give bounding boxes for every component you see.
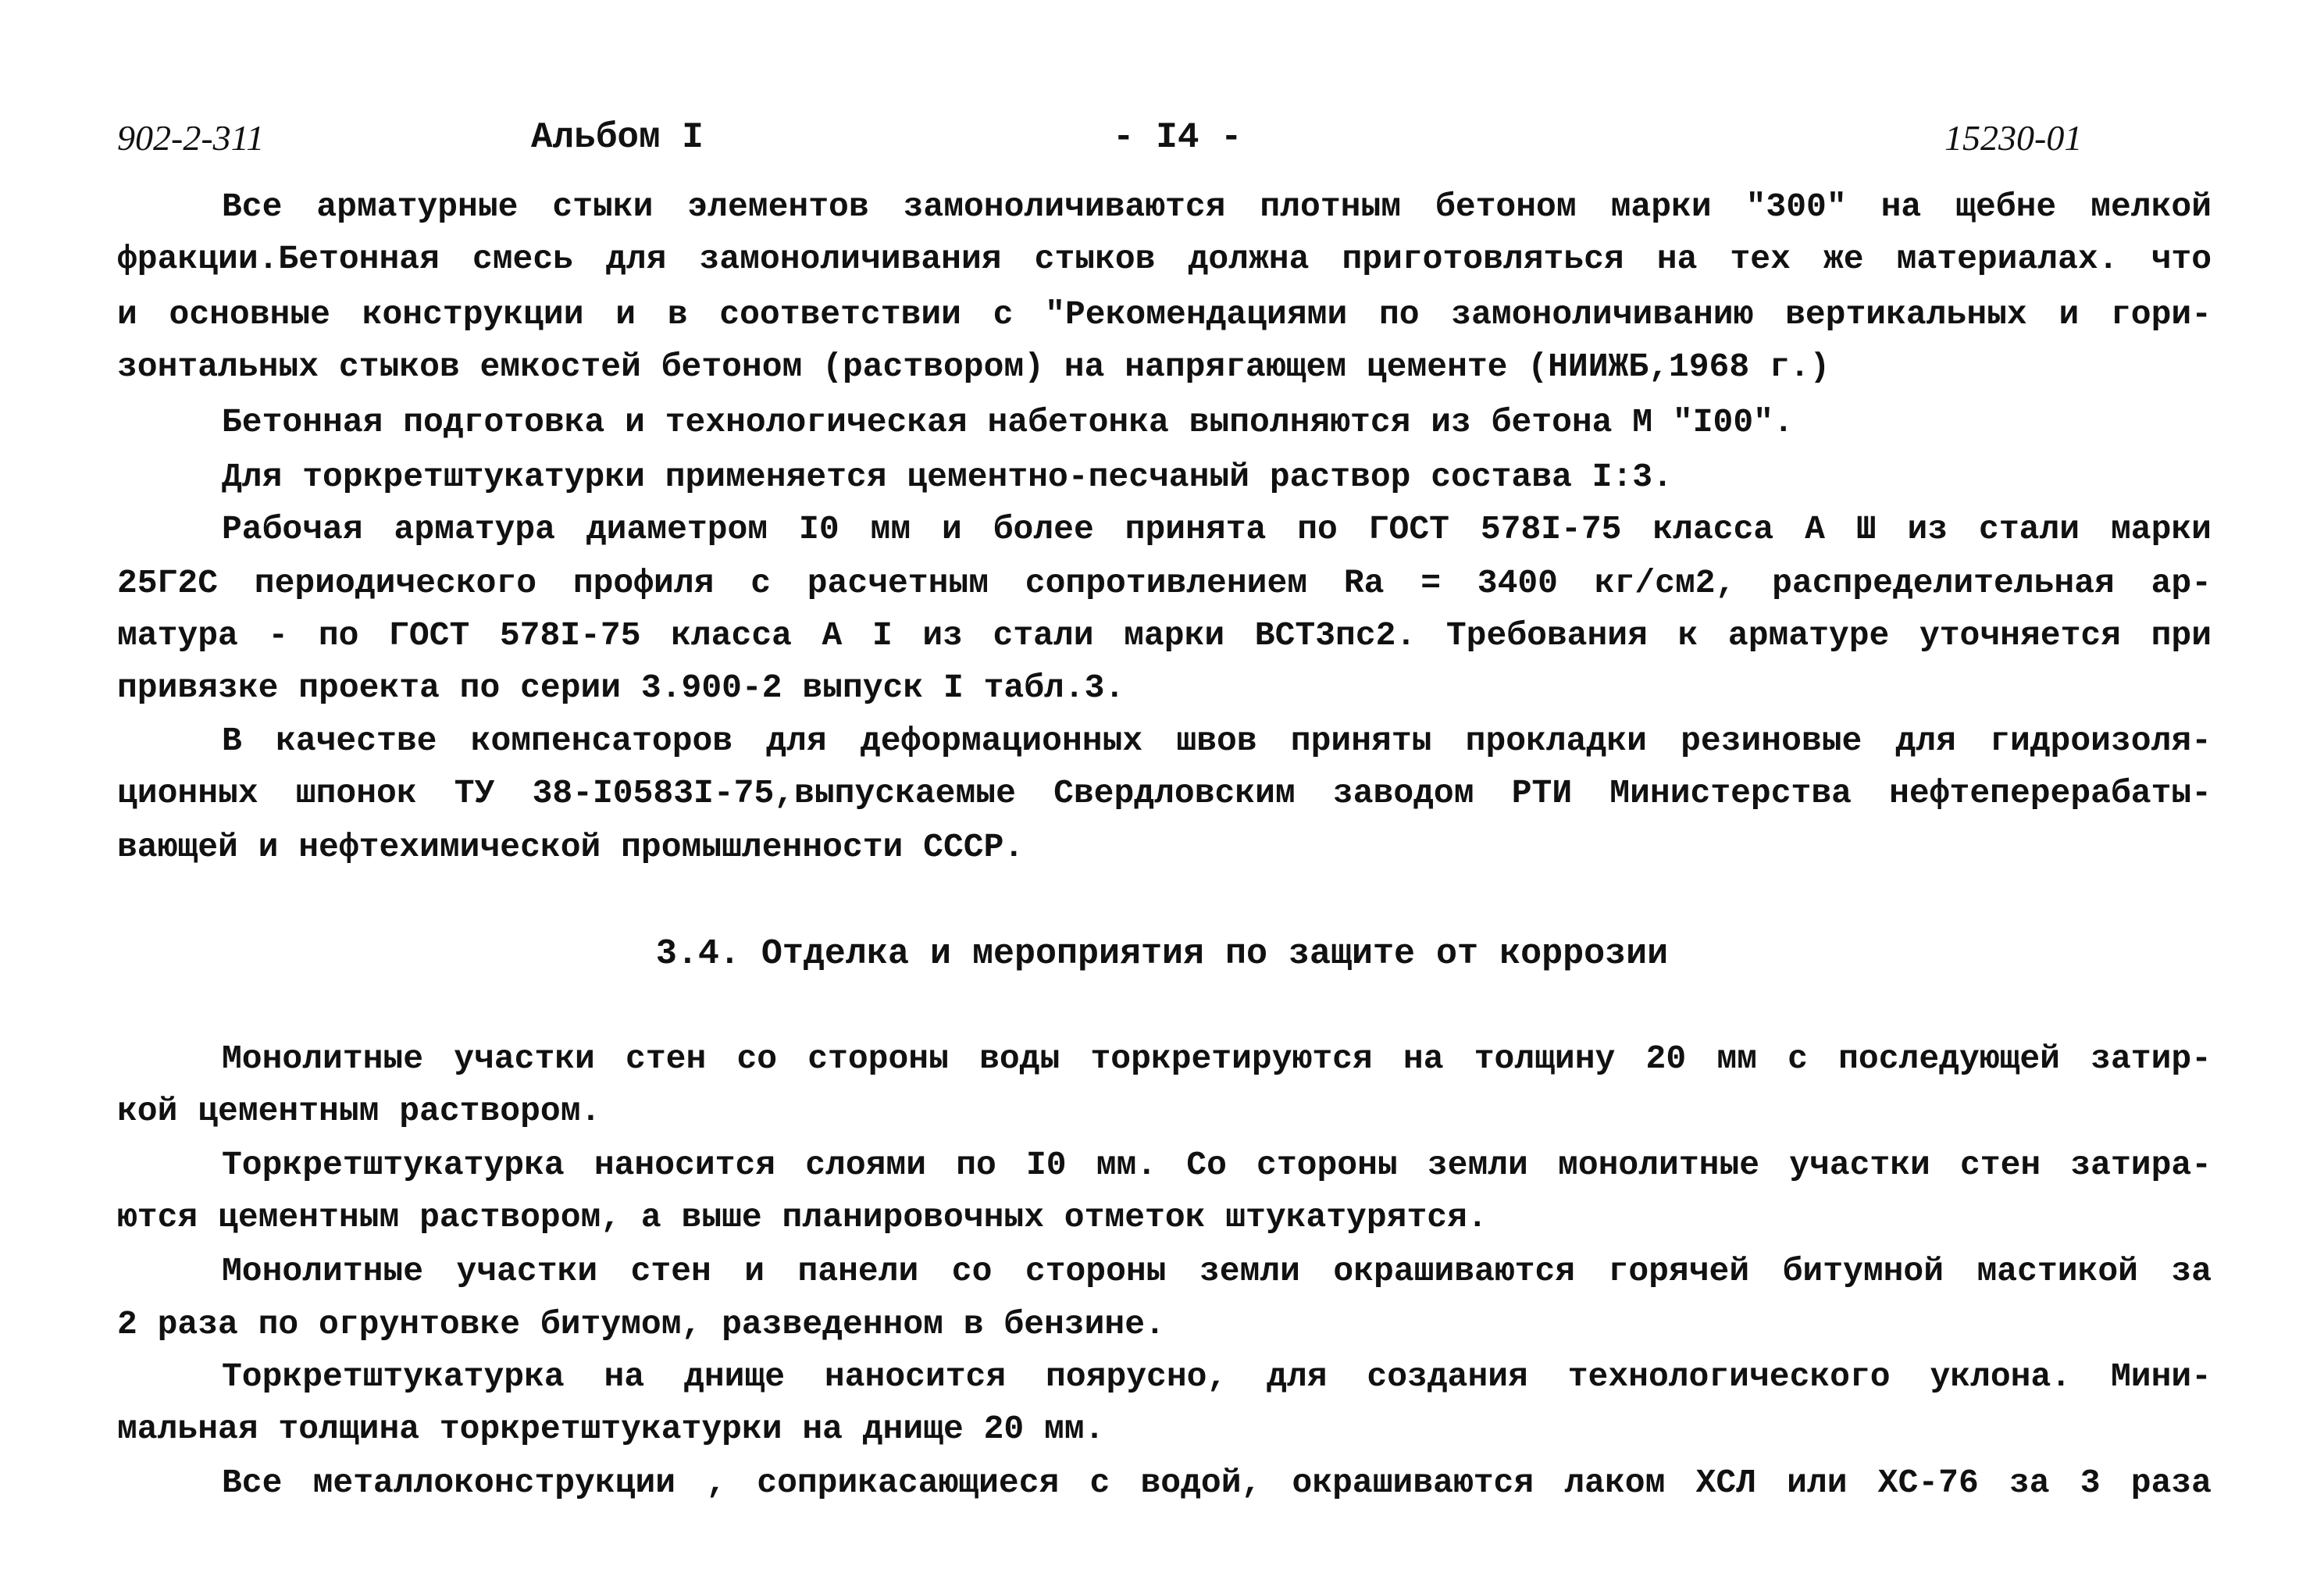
- text-line: и основные конструкции и в соответствии с "Рекомендациями по замоноличиванию вертикальных и гори-: [117, 295, 2212, 333]
- text-line: ются цементным раствором, а выше планировочных отметок штукатурятся.: [117, 1198, 1488, 1236]
- text-line: Все металлоконструкции , соприкасающиеся с водой, окрашиваются лаком ХСЛ или ХС-76 за 3 раза: [222, 1464, 2212, 1502]
- text-line: Рабочая арматура диаметром I0 мм и более принята по ГОСТ 578I-75 класса А Ш из стали марки: [222, 510, 2212, 548]
- text-line: Все арматурные стыки элементов замоноличиваются плотным бетоном марки "300" на щебне мелкой: [222, 187, 2212, 226]
- text-line: кой цементным раствором.: [117, 1092, 601, 1130]
- text-line: Монолитные участки стен со стороны воды торкретируются на толщину 20 мм с последующей затир-: [222, 1040, 2212, 1078]
- page-number: - I4 -: [1113, 117, 1242, 158]
- document-code: 902-2-311: [117, 118, 265, 158]
- text-line: Торкретштукатурка на днище наносится поярусно, для создания технологического уклона. Мини-: [222, 1357, 2212, 1396]
- section-heading: 3.4. Отделка и мероприятия по защите от коррозии: [655, 934, 1669, 974]
- text-line: мальная толщина торкретштукатурки на днище 20 мм.: [117, 1410, 1105, 1448]
- reference-number: 15230-01: [1944, 118, 2083, 158]
- text-line: В качестве компенсаторов для деформационных швов приняты прокладки резиновые для гидроизоля-: [222, 722, 2212, 760]
- text-line: Бетонная подготовка и технологическая набетонка выполняются из бетона М "I00".: [222, 403, 1794, 441]
- text-line: фракции.Бетонная смесь для замоноличивания стыков должна приготовляться на тех же материалах. что: [117, 240, 2212, 278]
- text-line: 2 раза по огрунтовке битумом, разведенном в бензине.: [117, 1305, 1165, 1343]
- text-line: матура - по ГОСТ 578I-75 класса А I из стали марки ВСТ3пс2. Требования к арматуре уточняется при: [117, 616, 2212, 654]
- album-label: Альбом I: [531, 117, 704, 158]
- text-line: вающей и нефтехимической промышленности СССР.: [117, 828, 1025, 866]
- text-line: привязке проекта по серии 3.900-2 выпуск I табл.3.: [117, 669, 1125, 707]
- text-line: Торкретштукатурка наносится слоями по I0 мм. Со стороны земли монолитные участки стен затира-: [222, 1146, 2212, 1184]
- text-line: 25Г2С периодического профиля с расчетным сопротивлением Rа = 3400 кг/см2, распределительная ар-: [117, 564, 2212, 602]
- text-line: Для торкретштукатурки применяется цементно-песчаный раствор состава I:3.: [222, 458, 1673, 496]
- text-line: зонтальных стыков емкостей бетоном (раствором) на напрягающем цементе (НИИЖБ,1968 г.): [117, 348, 1830, 386]
- text-line: ционных шпонок ТУ 38-I0583I-75,выпускаемые Свердловским заводом РТИ Министерства нефтеперерабаты-: [117, 774, 2212, 812]
- text-line: Монолитные участки стен и панели со стороны земли окрашиваются горячей битумной мастикой за: [222, 1252, 2212, 1290]
